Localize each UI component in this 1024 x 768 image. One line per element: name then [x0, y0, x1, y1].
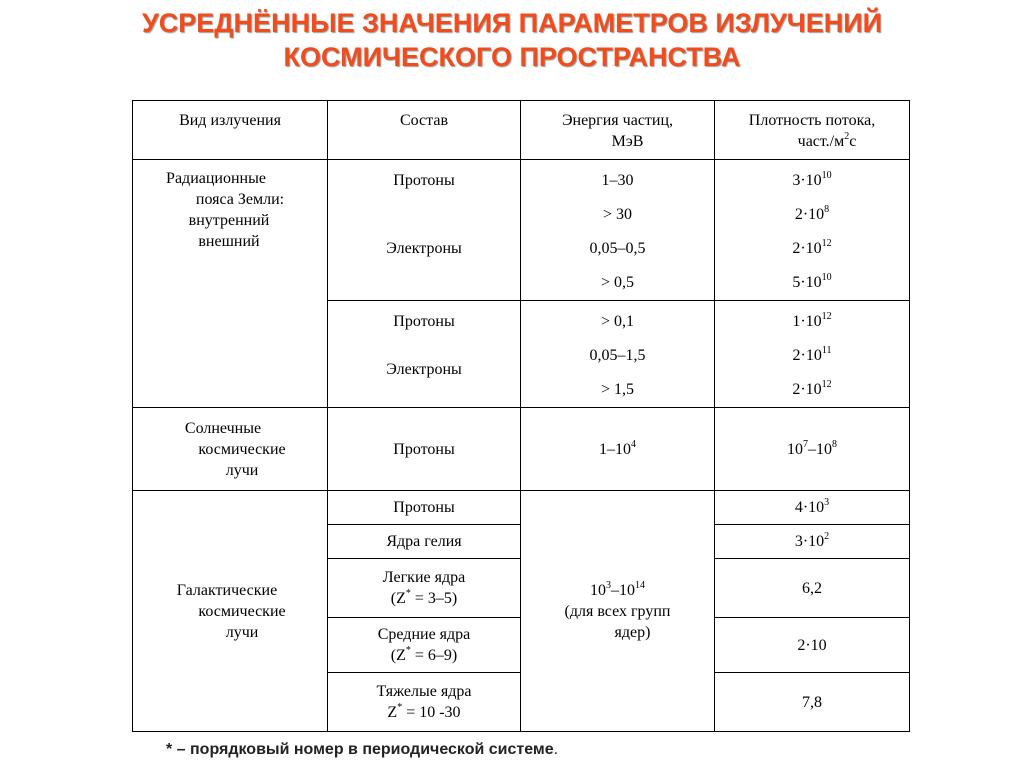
header-energy: Энергия частиц, МэВ	[521, 101, 715, 160]
energy-outer-belt: > 0,1 0,05–1,5 > 1,5	[521, 301, 715, 408]
table-header-row	[133, 101, 910, 160]
composition-galactic-protons: Протоны	[328, 491, 521, 525]
header-flux: Плотность потока, $част./м^2с$	[715, 101, 910, 160]
header-composition: Состав	[328, 101, 521, 160]
flux-galactic-heavy: 7,8	[715, 673, 910, 732]
flux-galactic-helium: $3\cdot 10^2$	[715, 525, 910, 559]
page-title	[0, 6, 1024, 74]
flux-inner-belt: $3\cdot 10^{10}$ $2\cdot 10^8$ $2\cdot 10^{12}$ $5\cdot 10^{10}$	[715, 160, 910, 301]
title-line-1: УСРЕДНЁННЫЕ ЗНАЧЕНИЯ ПАРАМЕТРОВ ИЗЛУЧЕНИЙ	[141, 8, 883, 38]
energy-solar: $1-10^4$	[521, 408, 715, 491]
composition-outer-belt: Протоны Электроны	[328, 301, 521, 408]
table-row	[133, 160, 910, 301]
table-row	[133, 408, 910, 491]
footnote-text: * – порядковый номер в периодической системе	[166, 741, 554, 758]
flux-outer-belt: $1\cdot 10^{12}$ $2\cdot 10^{11}$ $2\cdot 10^{12}$	[715, 301, 910, 408]
footnote-period: .	[553, 741, 559, 758]
type-galactic-rays: Галактические космические лучи	[133, 491, 328, 732]
flux-solar: $10^7-10^8$	[715, 408, 910, 491]
composition-galactic-light: Легкие ядра (Z* = 3–5)	[328, 559, 521, 618]
title-line-2: КОСМИЧЕСКОГО ПРОСТРАНСТВА	[283, 42, 741, 72]
composition-solar: Протоны	[328, 408, 521, 491]
type-radiation-belts: Радиационные пояса Земли: внутренний внешний	[133, 160, 328, 408]
footnote	[166, 741, 558, 759]
composition-galactic-helium: Ядра гелия	[328, 525, 521, 559]
table-row	[133, 491, 910, 525]
composition-inner-belt: Протоны Электроны	[328, 160, 521, 301]
flux-galactic-protons: $4\cdot 10^3$	[715, 491, 910, 525]
flux-galactic-light: 6,2	[715, 559, 910, 618]
composition-galactic-medium: Средние ядра (Z* = 6–9)	[328, 618, 521, 673]
radiation-parameters-table	[132, 100, 910, 732]
type-solar-rays: Солнечные космические лучи	[133, 408, 328, 491]
energy-galactic: $10^3-10^{14}$ (для всех групп ядер)	[521, 491, 715, 732]
energy-inner-belt: 1–30 > 30 0,05–0,5 > 0,5	[521, 160, 715, 301]
flux-galactic-medium: 2·10	[715, 618, 910, 673]
composition-galactic-heavy: Тяжелые ядра Z* = 10 -30	[328, 673, 521, 732]
header-type: Вид излучения	[133, 101, 328, 160]
